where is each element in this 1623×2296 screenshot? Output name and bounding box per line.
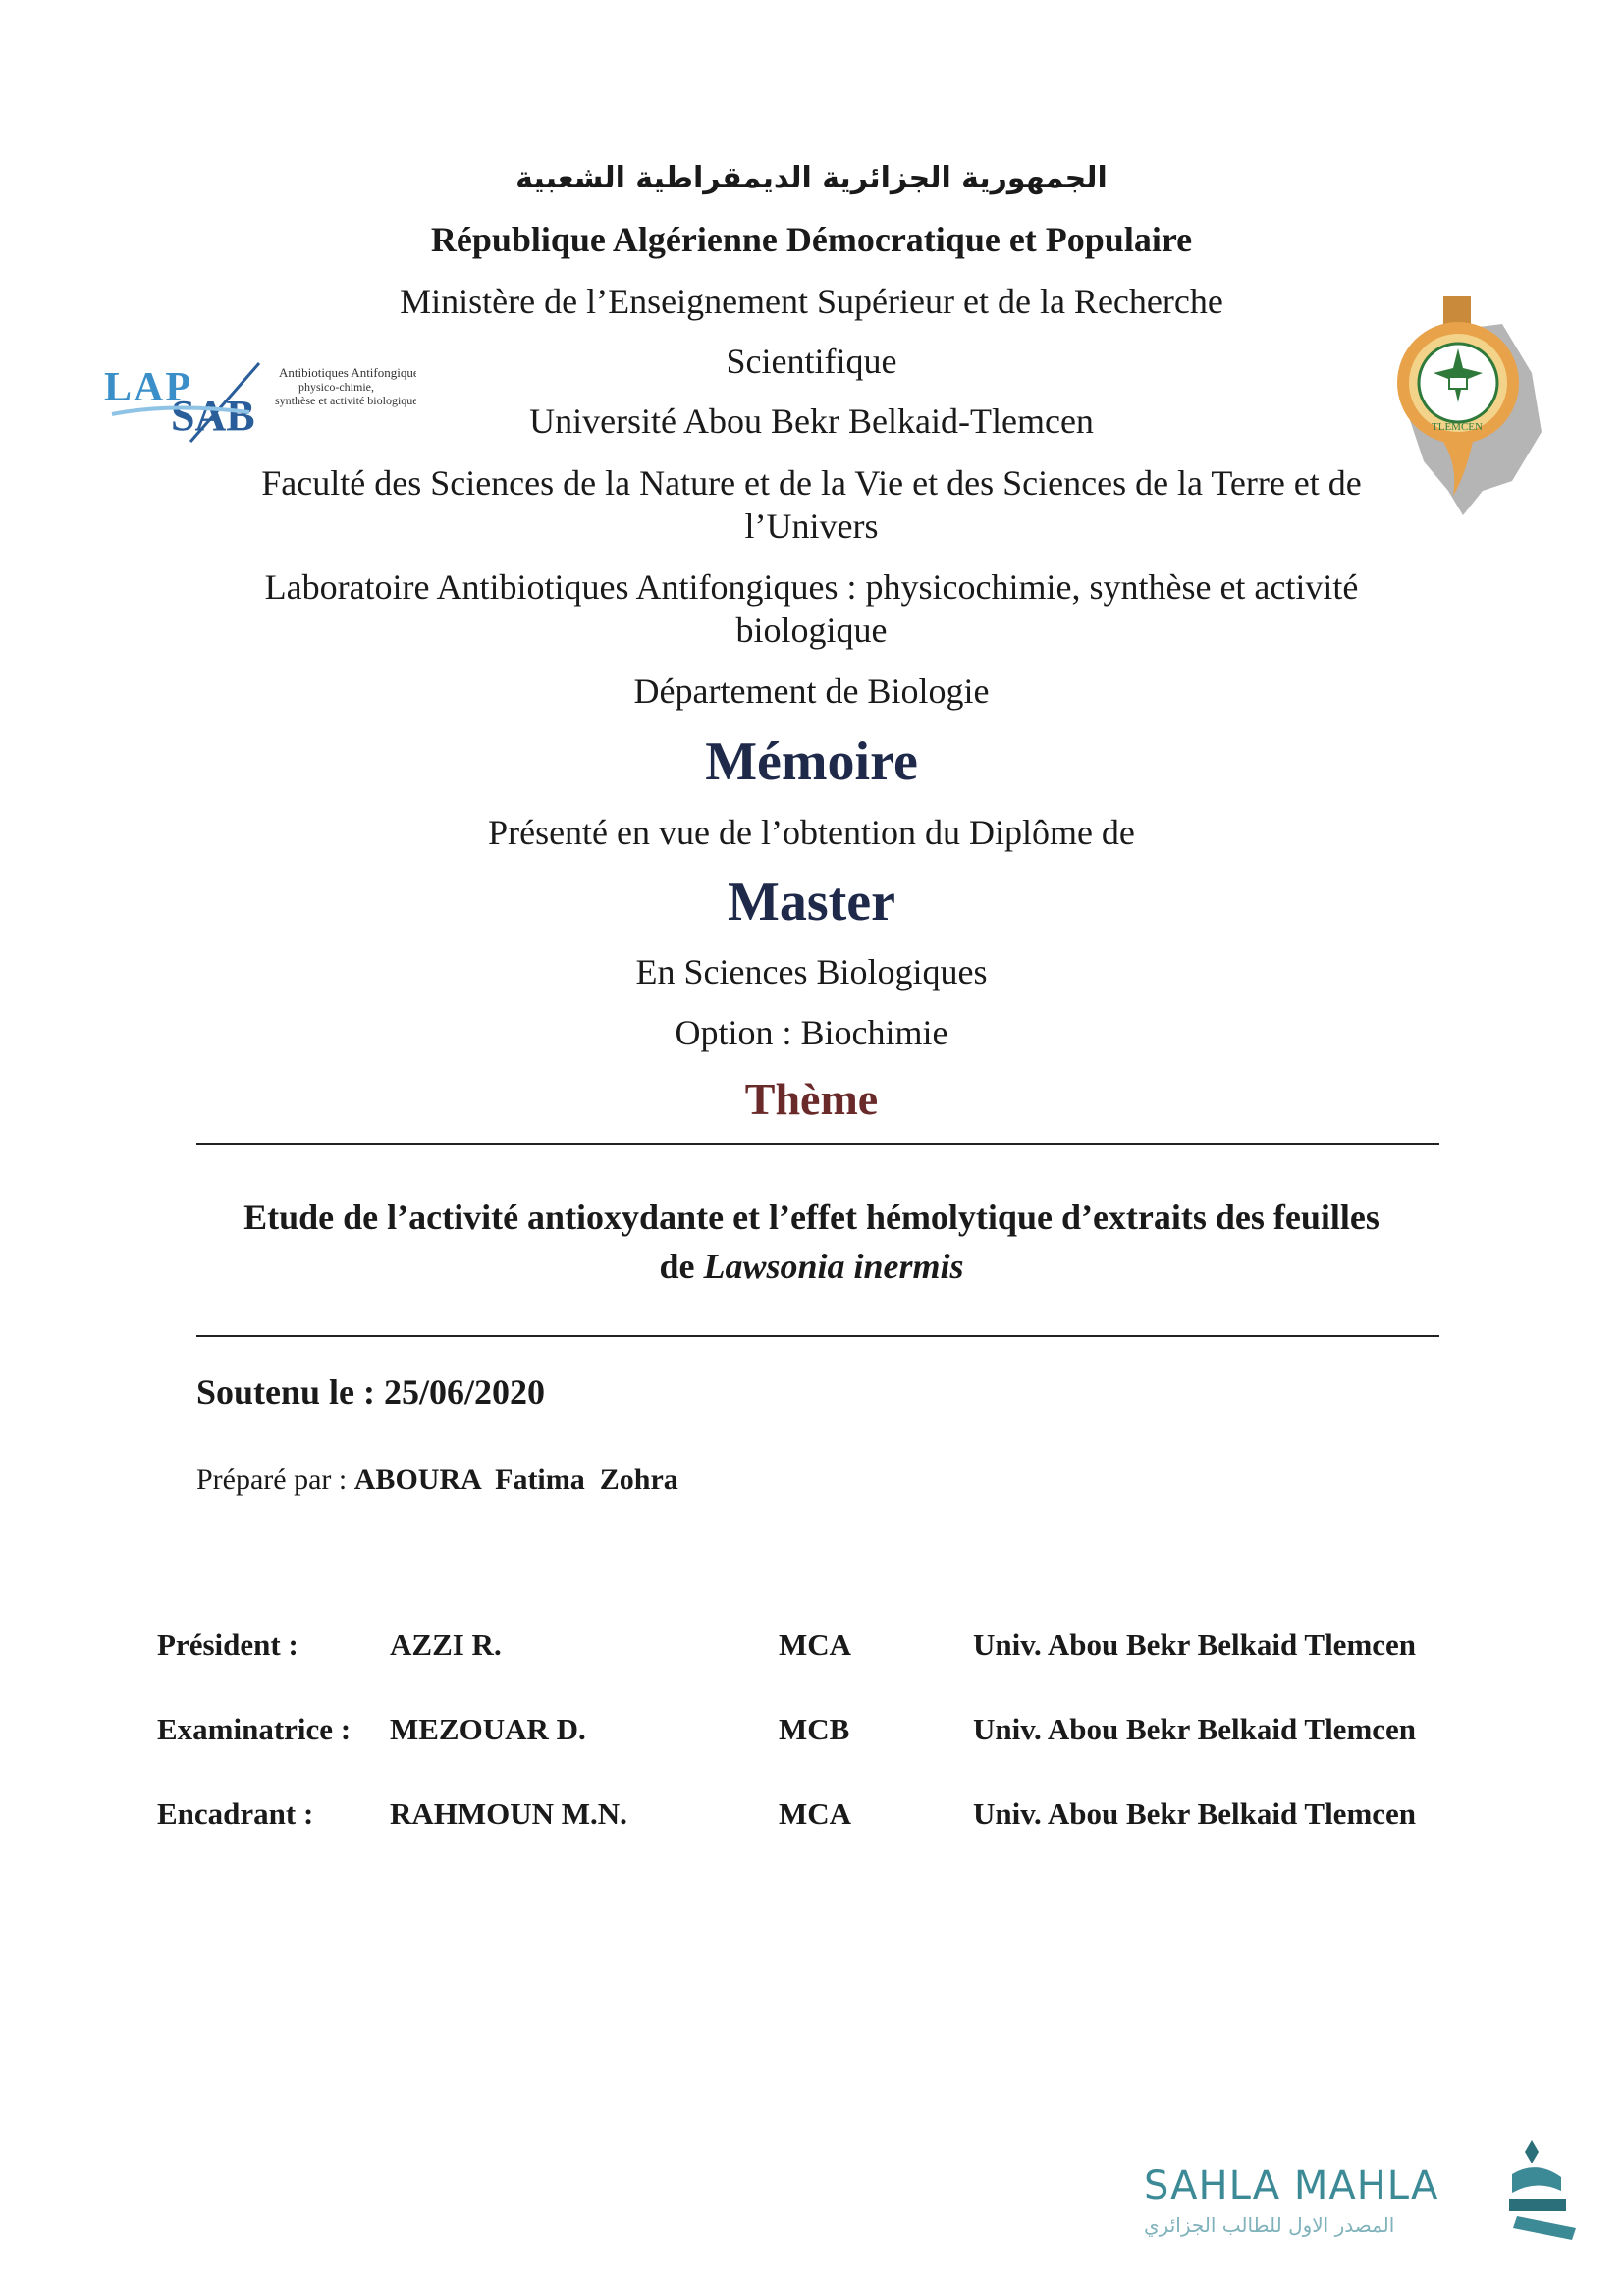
jury-member-name: RAHMOUN M.N.	[390, 1796, 627, 1831]
jury-institution: Univ. Abou Bekr Belkaid Tlemcen	[973, 1628, 1417, 1662]
laboratory-line-2: biologique	[735, 611, 888, 650]
republic-name: République Algérienne Démocratique et Populaire	[430, 220, 1193, 259]
university-name: Université Abou Bekr Belkaid-Tlemcen	[529, 401, 1094, 441]
jury-role: Examinatrice :	[157, 1712, 352, 1746]
jury-member-name: MEZOUAR D.	[390, 1712, 586, 1746]
svg-text:synthèse et activité biologiqu: synthèse et activité biologique	[275, 394, 416, 407]
divider-top	[196, 1143, 1439, 1145]
svg-text:SAB: SAB	[171, 392, 255, 440]
jury-grade: MCA	[779, 1628, 852, 1662]
svg-text:المصدر الاول للطالب الجزائري: المصدر الاول للطالب الجزائري	[1144, 2214, 1395, 2237]
jury-member-name: AZZI R.	[390, 1628, 502, 1662]
jury-row	[157, 1796, 1473, 1836]
prepared-by-label: Préparé par :	[196, 1464, 354, 1496]
master-title: Master	[727, 872, 895, 933]
species-name: Lawsonia inermis	[703, 1247, 964, 1286]
ministry-line-2: Scientifique	[726, 342, 897, 381]
prepared-by	[196, 1461, 678, 1500]
jury-role: Encadrant :	[157, 1796, 314, 1831]
svg-text:TLEMCEN: TLEMCEN	[1432, 421, 1483, 433]
jury-grade: MCA	[779, 1796, 852, 1831]
jury-role: Président :	[157, 1628, 298, 1662]
department-name: Département de Biologie	[633, 671, 990, 711]
svg-text:SAHLA MAHLA: SAHLA MAHLA	[1144, 2163, 1439, 2209]
memoire-title: Mémoire	[705, 731, 918, 792]
faculty-line-1: Faculté des Sciences de la Nature et de la Vie et des Sciences de la Terre et de	[261, 463, 1362, 503]
jury-institution: Univ. Abou Bekr Belkaid Tlemcen	[973, 1796, 1417, 1831]
presented-line: Présenté en vue de l’obtention du Diplôme de	[488, 813, 1135, 852]
faculty-line-2: l’Univers	[744, 507, 879, 546]
laboratory-line-1: Laboratoire Antibiotiques Antifongiques : physicochimie, synthèse et activité	[264, 567, 1359, 607]
jury-grade: MCB	[779, 1712, 850, 1746]
theme-heading: Thème	[744, 1074, 879, 1124]
thesis-title-line-2	[0, 1245, 1623, 1288]
jury-institution: Univ. Abou Bekr Belkaid Tlemcen	[973, 1712, 1417, 1746]
jury-row	[157, 1628, 1473, 1667]
svg-text:Antibiotiques Antifongiques:: Antibiotiques Antifongiques:	[279, 365, 416, 380]
divider-bottom	[196, 1335, 1439, 1337]
arabic-republic-title: الجمهورية الجزائرية الديمقراطية الشعبية	[515, 161, 1108, 195]
option-line: Option : Biochimie	[675, 1013, 948, 1052]
ministry-line-1: Ministère de l’Enseignement Supérieur et de la Recherche	[400, 282, 1223, 321]
sahla-mahla-logo	[1144, 2130, 1586, 2248]
thesis-title-line-1: Etude de l’activité antioxydante et l’effet hémolytique d’extraits des feuilles	[243, 1198, 1380, 1237]
thesis-title-prefix: de	[659, 1247, 704, 1286]
field-line: En Sciences Biologiques	[635, 952, 988, 991]
author-name: ABOURA Fatima Zohra	[353, 1464, 678, 1496]
svg-text:physico-chimie,: physico-chimie,	[298, 380, 374, 394]
jury-row	[157, 1712, 1473, 1751]
defense-date: Soutenu le : 25/06/2020	[196, 1372, 546, 1412]
svg-text:LAP: LAP	[104, 365, 192, 410]
